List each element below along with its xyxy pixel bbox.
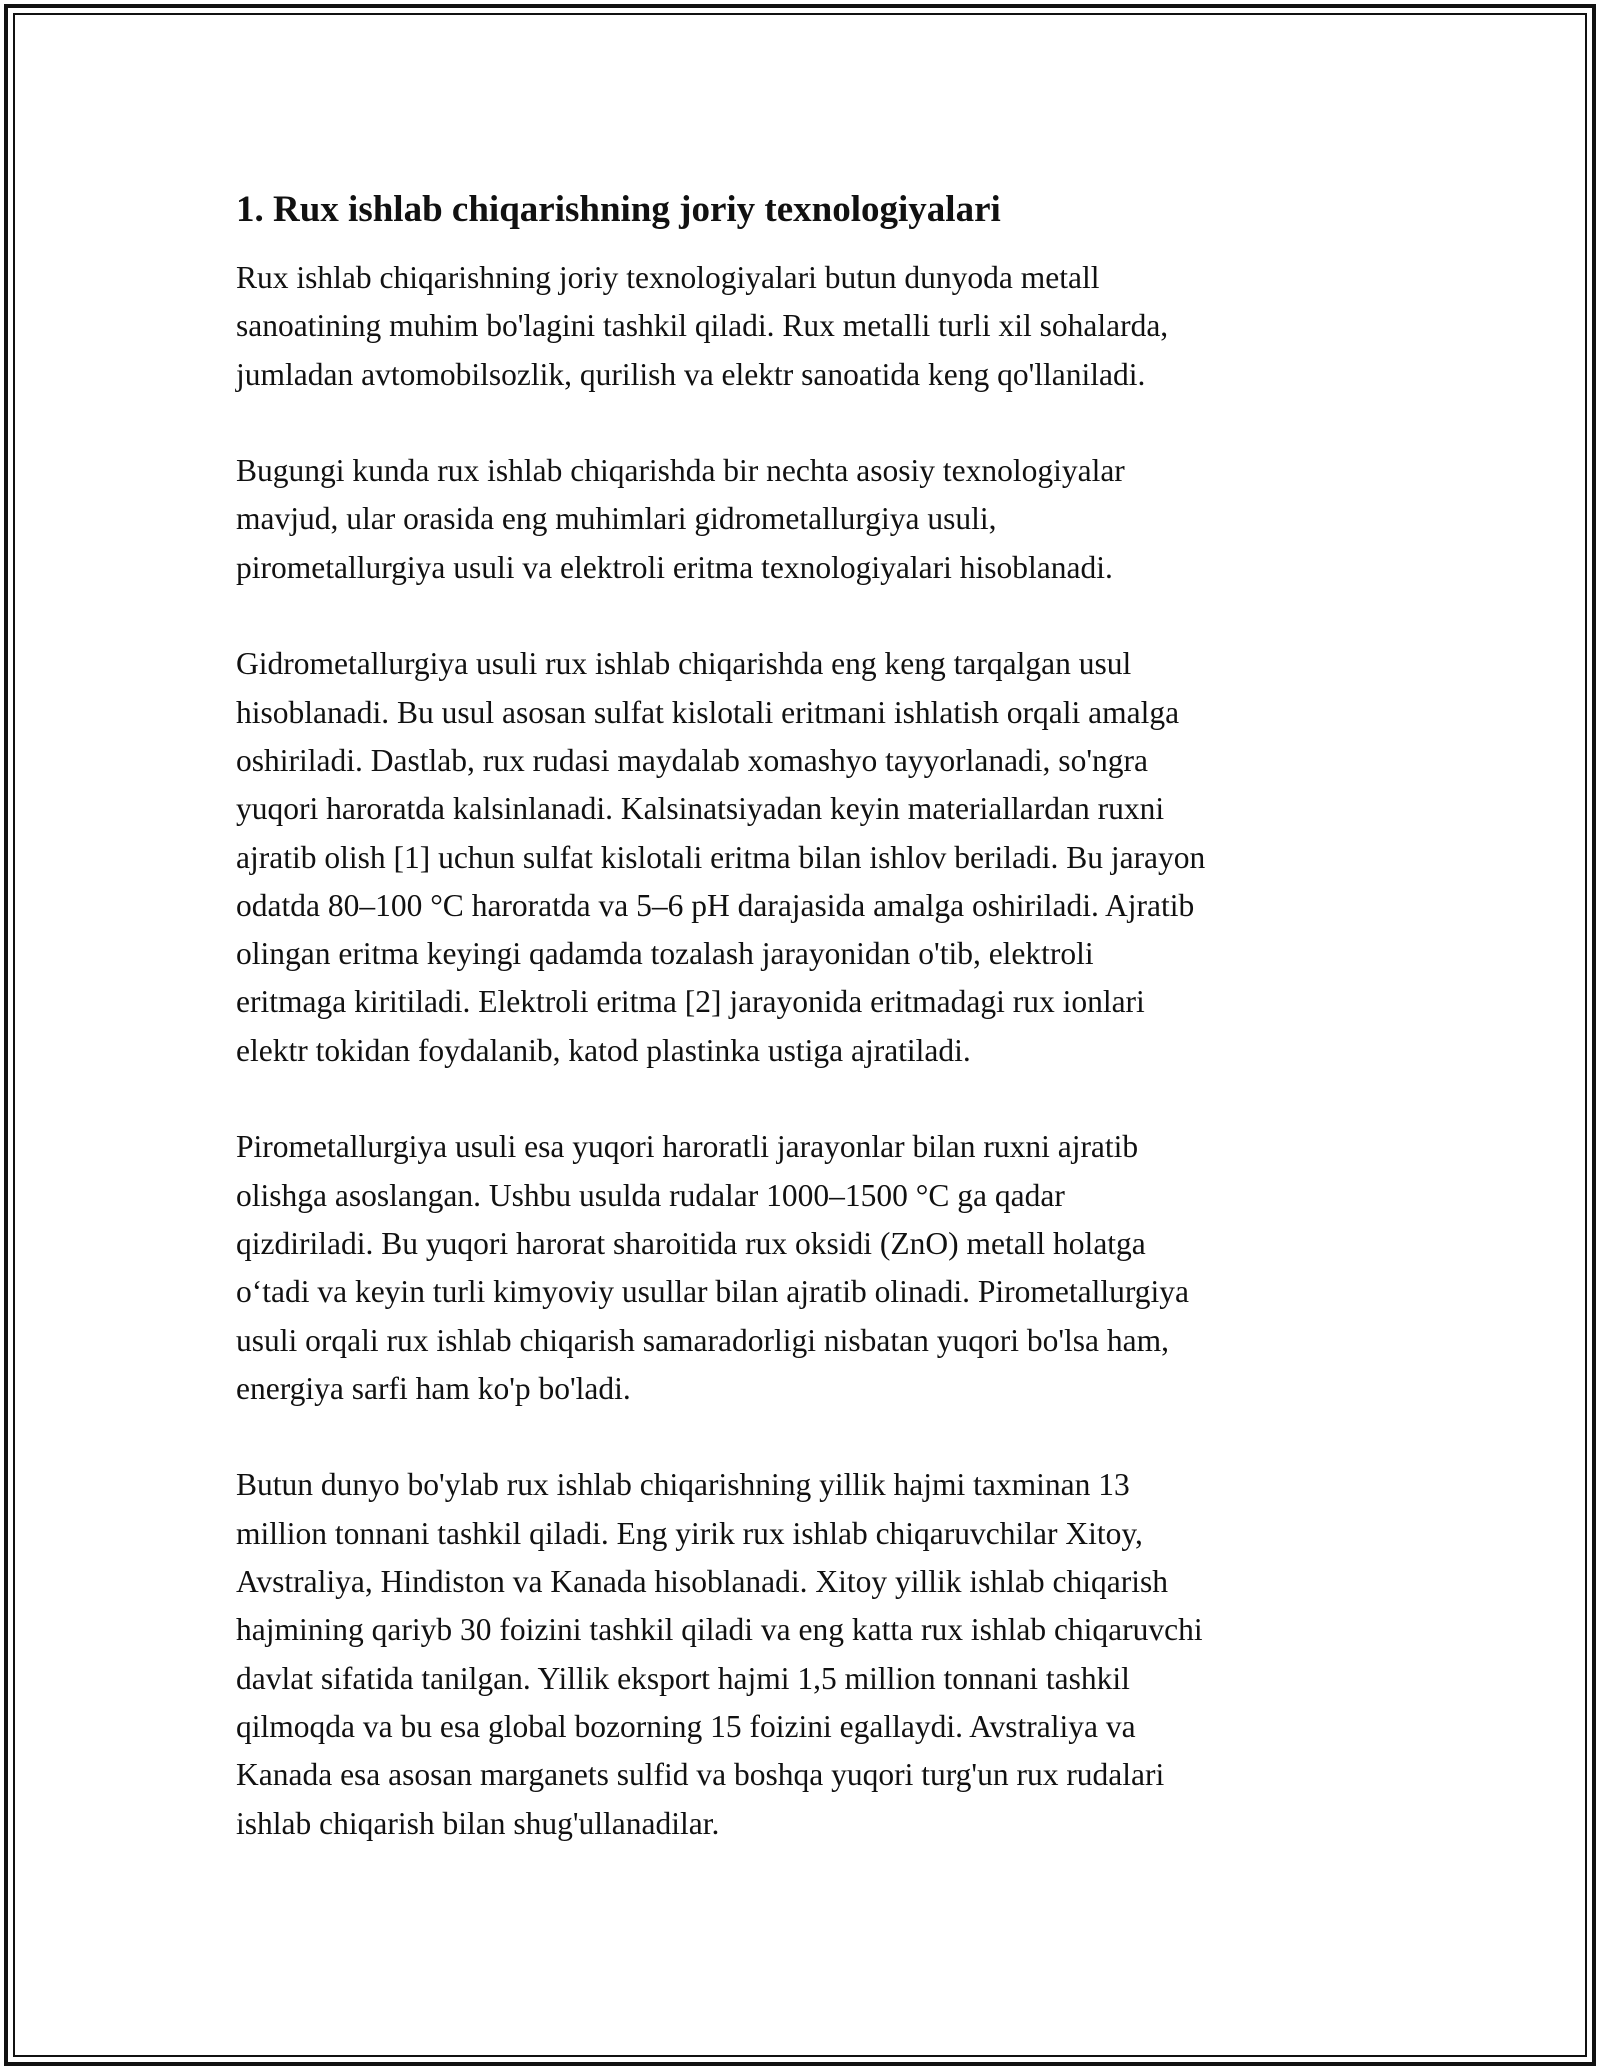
paragraph-line: davlat sifatida tanilgan. Yillik eksport hajmi 1,5 million tonnani tashkil <box>236 1660 1130 1696</box>
paragraph-line: olishga asoslangan. Ushbu usulda rudalar 1000–1500 °C ga qadar <box>236 1177 1065 1213</box>
paragraph-line: odatda 80–100 °C haroratda va 5–6 pH darajasida amalga oshiriladi. Ajratib <box>236 887 1195 923</box>
paragraph-line: yuqori haroratda kalsinlanadi. Kalsinatsiyadan keyin materiallardan ruxni <box>236 791 1165 827</box>
section-title: 1. Rux ishlab chiqarishning joriy texnologiyalari <box>236 189 1001 230</box>
paragraph-line: o‘tadi va keyin turli kimyoviy usullar bilan ajratib olinadi. Pirometallurgiya <box>236 1274 1189 1310</box>
paragraph-line: Rux ishlab chiqarishning joriy texnologiyalari butun dunyoda metall <box>236 260 1100 295</box>
paragraph-line: hisoblanadi. Bu usul asosan sulfat kislotali eritmani ishlatish orqali amalga <box>236 694 1180 730</box>
paragraph-line: qizdiriladi. Bu yuqori harorat sharoitida rux oksidi (ZnO) metall holatga <box>236 1225 1146 1261</box>
paragraph-line: usuli orqali rux ishlab chiqarish samaradorligi nisbatan yuqori bo'lsa ham, <box>236 1322 1169 1358</box>
paragraph-line: million tonnani tashkil qiladi. Eng yirik rux ishlab chiqaruvchilar Xitoy, <box>236 1515 1143 1551</box>
paragraph-technologies <box>236 447 1396 592</box>
paragraph-line: elektr tokidan foydalanib, katod plastinka ustiga ajratiladi. <box>236 1032 971 1068</box>
paragraph-line: hajmining qariyb 30 foizini tashkil qiladi va eng katta rux ishlab chiqaruvchi <box>236 1612 1203 1648</box>
paragraph-line: oshiriladi. Dastlab, rux rudasi maydalab xomashyo tayyorlanadi, so'ngra <box>236 742 1148 778</box>
paragraph-line: Pirometallurgiya usuli esa yuqori haroratli jarayonlar bilan ruxni ajratib <box>236 1129 1139 1165</box>
paragraph-hydrometallurgy <box>236 640 1396 1075</box>
paragraph-pyrometallurgy <box>236 1123 1396 1413</box>
paragraph-line: Kanada esa asosan marganets sulfid va boshqa yuqori turg'un rux rudalari <box>236 1757 1165 1793</box>
paragraph-world-production <box>236 1461 1396 1847</box>
paragraph-line: eritmaga kiritiladi. Elektroli eritma [2] jarayonida eritmadagi rux ionlari <box>236 984 1145 1020</box>
paragraph-line: ajratib olish [1] uchun sulfat kislotali eritma bilan ishlov beriladi. Bu jarayon <box>236 839 1206 875</box>
document-body <box>236 186 1396 1896</box>
paragraph-line: jumladan avtomobilsozlik, qurilish va elektr sanoatida keng qo'llaniladi. <box>236 356 1146 392</box>
paragraph-line: Gidrometallurgiya usuli rux ishlab chiqarishda eng keng tarqalgan usul <box>236 646 1132 682</box>
paragraph-line: mavjud, ular orasida eng muhimlari gidrometallurgiya usuli, <box>236 501 997 537</box>
paragraph-line: olingan eritma keyingi qadamda tozalash jarayonidan o'tib, elektroli <box>236 936 1094 972</box>
paragraph-line: energiya sarfi ham ko'p bo'ladi. <box>236 1370 631 1406</box>
paragraph-line: pirometallurgiya usuli va elektroli eritma texnologiyalari hisoblanadi. <box>236 549 1113 585</box>
paragraph-line: sanoatining muhim bo'lagini tashkil qiladi. Rux metalli turli xil sohalarda, <box>236 308 1169 344</box>
paragraph-intro <box>236 254 1396 399</box>
paragraph-line: Butun dunyo bo'ylab rux ishlab chiqarishning yillik hajmi taxminan 13 <box>236 1467 1130 1503</box>
paragraph-line: ishlab chiqarish bilan shug'ullanadilar. <box>236 1805 720 1841</box>
paragraph-line: qilmoqda va bu esa global bozorning 15 foizini egallaydi. Avstraliya va <box>236 1708 1136 1744</box>
paragraph-line: Avstraliya, Hindiston va Kanada hisoblanadi. Xitoy yillik ishlab chiqarish <box>236 1564 1169 1600</box>
paragraph-line: Bugungi kunda rux ishlab chiqarishda bir nechta asosiy texnologiyalar <box>236 453 1125 489</box>
